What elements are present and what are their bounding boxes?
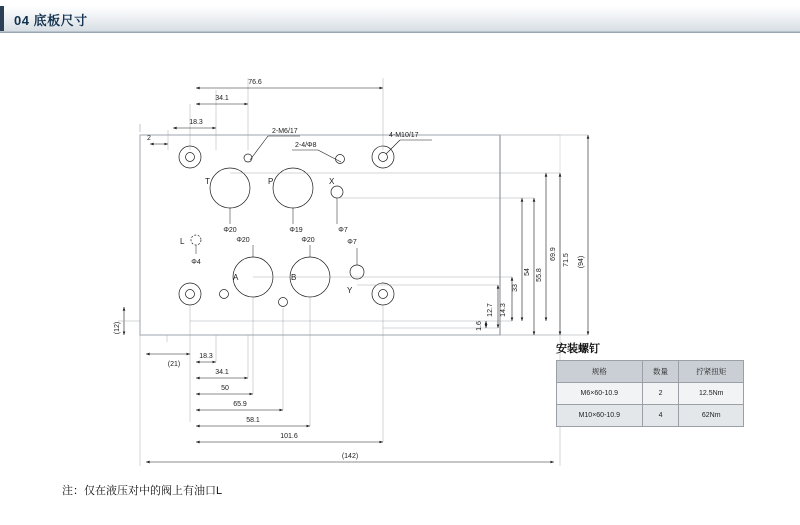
cell-spec: M6×60-10.9 (557, 383, 643, 405)
dim-54: 54 (524, 268, 531, 276)
label-port-A: A (233, 273, 239, 282)
screw-hole-top-mid (336, 155, 345, 164)
dim-34-1-bottom: 34.1 (215, 369, 229, 376)
label-phi20-T: Φ20 (223, 227, 237, 234)
port-X (331, 186, 343, 198)
label-phi7-Y: Φ7 (347, 239, 357, 246)
page-title: 04 底板尺寸 (14, 13, 88, 28)
label-port-T: T (205, 177, 210, 186)
dim-76-6: 76.6 (248, 79, 262, 86)
dim-1-6: 1.6 (476, 321, 483, 331)
callout-4-M10-17: 4-M10/17 (389, 132, 419, 139)
dim-101-6: 101.6 (280, 433, 298, 440)
label-phi7-X: Φ7 (338, 227, 348, 234)
port-P (273, 168, 313, 208)
dim-65-9: 65.9 (233, 401, 247, 408)
table-header-row (557, 361, 744, 383)
dim-12-7: 12.7 (487, 303, 494, 317)
callout-2-M6-17: 2-M6/17 (272, 128, 298, 135)
label-port-P: P (268, 177, 274, 186)
dim-21: (21) (167, 361, 181, 368)
cell-torque: 12.5Nm (679, 383, 744, 405)
cell-qty: 2 (642, 383, 679, 405)
hole-mount-bl (179, 283, 201, 305)
dim-18-3-bottom: 18.3 (199, 353, 213, 360)
screw-table (556, 360, 744, 427)
label-port-Y: Y (347, 286, 353, 295)
dim-50: 50 (221, 385, 229, 392)
section-header (0, 6, 800, 33)
col-spec: 规格 (557, 361, 643, 383)
dim-14-3: 14.3 (500, 303, 507, 317)
label-phi20-A: Φ20 (236, 237, 250, 244)
table-row (557, 405, 744, 427)
drawing-svg (0, 32, 800, 502)
dim-69-9: 69.9 (550, 247, 557, 261)
dim-142: (142) (341, 453, 359, 460)
label-phi19-P: Φ19 (289, 227, 303, 234)
callout-2-4-phi8: 2-4/Φ8 (295, 142, 317, 149)
dim-18-3-top: 18.3 (189, 119, 203, 126)
table-row (557, 383, 744, 405)
header-accent-bar (0, 6, 4, 32)
dim-12-left: (12) (114, 321, 121, 335)
label-port-B: B (291, 273, 297, 282)
port-L (191, 235, 201, 245)
technical-drawing (0, 32, 800, 502)
dim-58-1: 58.1 (246, 417, 260, 424)
col-qty: 数量 (642, 361, 679, 383)
label-phi4-L: Φ4 (191, 259, 201, 266)
dim-33: 33 (512, 284, 519, 292)
pin-hole-left (220, 290, 229, 299)
label-port-X: X (329, 177, 335, 186)
cell-torque: 62Nm (679, 405, 744, 427)
plate-outline (140, 135, 500, 335)
screw-table-title: 安装螺钉 (556, 343, 600, 355)
cell-spec: M10×60-10.9 (557, 405, 643, 427)
dim-55-8: 55.8 (536, 268, 543, 282)
dim-2-top: 2 (147, 135, 151, 142)
col-torque: 拧紧扭矩 (679, 361, 744, 383)
port-T (210, 168, 250, 208)
screw-hole-top-left (244, 154, 252, 162)
pin-hole-mid (279, 298, 288, 307)
dim-94: (94) (578, 255, 585, 269)
label-port-L: L (180, 237, 185, 246)
dim-71-5: 71.5 (563, 253, 570, 267)
cell-qty: 4 (642, 405, 679, 427)
hole-mount-br (372, 283, 394, 305)
footnote: 注：仅在液压对中的阀上有油口L (62, 485, 223, 497)
dim-34-1-top: 34.1 (215, 95, 229, 102)
label-phi20-B: Φ20 (301, 237, 315, 244)
